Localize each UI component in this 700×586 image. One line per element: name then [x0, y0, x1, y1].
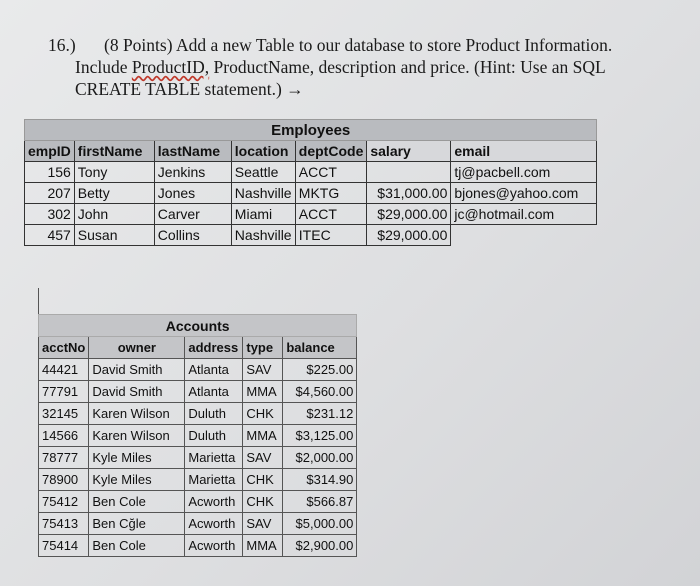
question-text: [48, 34, 698, 100]
question-line1-text: (8 Points) Add a new Table to our database to store Product Information.: [104, 35, 613, 55]
table-cell: 14566: [39, 425, 89, 447]
table-cell: David Smith: [89, 381, 185, 403]
table-cell: $2,900.00: [283, 535, 357, 557]
column-header: address: [185, 337, 243, 359]
table-cell: $3,125.00: [283, 425, 357, 447]
employees-header-row: [25, 141, 597, 162]
table-cell: 75414: [39, 535, 89, 557]
column-header: empID: [25, 141, 75, 162]
employees-table: [24, 119, 597, 246]
table-row: [25, 225, 597, 246]
table-row: [39, 447, 357, 469]
question-line3-text: CREATE TABLE statement.) →: [75, 79, 304, 99]
table-cell: 156: [25, 162, 75, 183]
question-line2-rest: ProductName, description and price. (Hint: Use an SQL: [209, 57, 606, 77]
cell-border-line: [38, 288, 39, 314]
table-cell: Jones: [154, 183, 231, 204]
table-cell: Miami: [231, 204, 295, 225]
table-row: [39, 491, 357, 513]
column-header: salary: [367, 141, 451, 162]
employees-title: Employees: [25, 120, 597, 141]
table-cell: ACCT: [295, 204, 367, 225]
table-cell: John: [74, 204, 154, 225]
question-line2-prefix: Include: [75, 57, 132, 77]
table-cell: 207: [25, 183, 75, 204]
table-cell: bjones@yahoo.com: [451, 183, 597, 204]
question-line-1: [48, 34, 698, 56]
question-line-3: [48, 78, 698, 100]
table-cell: CHK: [243, 491, 283, 513]
table-cell: MKTG: [295, 183, 367, 204]
table-cell: Susan: [74, 225, 154, 246]
table-cell: MMA: [243, 535, 283, 557]
table-cell: Nashville: [231, 183, 295, 204]
column-header: owner: [89, 337, 185, 359]
column-header: type: [243, 337, 283, 359]
table-cell: Nashville: [231, 225, 295, 246]
table-cell: $314.90: [283, 469, 357, 491]
table-cell: Atlanta: [185, 381, 243, 403]
table-cell: jc@hotmail.com: [451, 204, 597, 225]
table-row: [39, 403, 357, 425]
table-row: [25, 183, 597, 204]
table-cell: Acworth: [185, 535, 243, 557]
table-cell: $225.00: [283, 359, 357, 381]
column-header: location: [231, 141, 295, 162]
accounts-title-row: [39, 315, 357, 337]
table-cell: ACCT: [295, 162, 367, 183]
table-cell: [451, 225, 597, 246]
question-number: 16.): [48, 35, 76, 55]
column-header: acctNo: [39, 337, 89, 359]
table-row: [25, 204, 597, 225]
table-cell: SAV: [243, 359, 283, 381]
table-cell: $5,000.00: [283, 513, 357, 535]
table-cell: 78900: [39, 469, 89, 491]
table-cell: $29,000.00: [367, 204, 451, 225]
table-cell: Seattle: [231, 162, 295, 183]
table-cell: Duluth: [185, 403, 243, 425]
table-cell: Acworth: [185, 491, 243, 513]
table-cell: 457: [25, 225, 75, 246]
accounts-header-row: [39, 337, 357, 359]
table-cell: SAV: [243, 513, 283, 535]
table-cell: Karen Wilson: [89, 403, 185, 425]
table-cell: Betty: [74, 183, 154, 204]
spellcheck-underlined-word: ProductID,: [131, 57, 210, 77]
table-cell: David Smith: [89, 359, 185, 381]
column-header: lastName: [154, 141, 231, 162]
table-cell: Marietta: [185, 469, 243, 491]
table-cell: 75413: [39, 513, 89, 535]
column-header: balance: [283, 337, 357, 359]
column-header: email: [451, 141, 597, 162]
table-cell: $231.12: [283, 403, 357, 425]
table-cell: Collins: [154, 225, 231, 246]
table-cell: tj@pacbell.com: [451, 162, 597, 183]
table-row: [39, 513, 357, 535]
question-line-2: [48, 56, 698, 78]
column-header: deptCode: [295, 141, 367, 162]
table-cell: Karen Wilson: [89, 425, 185, 447]
table-row: [39, 359, 357, 381]
employees-title-row: [25, 120, 597, 141]
table-cell: MMA: [243, 425, 283, 447]
table-cell: ITEC: [295, 225, 367, 246]
column-header: firstName: [74, 141, 154, 162]
table-cell: SAV: [243, 447, 283, 469]
table-row: [39, 469, 357, 491]
table-cell: 78777: [39, 447, 89, 469]
table-cell: Ben Cole: [89, 491, 185, 513]
accounts-title: Accounts: [39, 315, 357, 337]
table-cell: Kyle Miles: [89, 447, 185, 469]
table-cell: Jenkins: [154, 162, 231, 183]
table-cell: 44421: [39, 359, 89, 381]
table-cell: $29,000.00: [367, 225, 451, 246]
table-cell: $566.87: [283, 491, 357, 513]
table-cell: Ben Cğle: [89, 513, 185, 535]
table-row: [39, 535, 357, 557]
table-cell: CHK: [243, 403, 283, 425]
table-cell: Ben Cole: [89, 535, 185, 557]
table-cell: Atlanta: [185, 359, 243, 381]
table-cell: $31,000.00: [367, 183, 451, 204]
table-cell: Carver: [154, 204, 231, 225]
table-cell: Duluth: [185, 425, 243, 447]
table-row: [39, 381, 357, 403]
table-cell: 32145: [39, 403, 89, 425]
table-cell: $2,000.00: [283, 447, 357, 469]
table-cell: MMA: [243, 381, 283, 403]
table-cell: $4,560.00: [283, 381, 357, 403]
table-cell: Kyle Miles: [89, 469, 185, 491]
table-cell: 77791: [39, 381, 89, 403]
table-cell: 75412: [39, 491, 89, 513]
table-row: [39, 425, 357, 447]
table-cell: CHK: [243, 469, 283, 491]
table-row: [25, 162, 597, 183]
table-cell: [367, 162, 451, 183]
table-cell: Acworth: [185, 513, 243, 535]
table-cell: 302: [25, 204, 75, 225]
table-cell: Tony: [74, 162, 154, 183]
accounts-table: [38, 314, 357, 557]
table-cell: Marietta: [185, 447, 243, 469]
